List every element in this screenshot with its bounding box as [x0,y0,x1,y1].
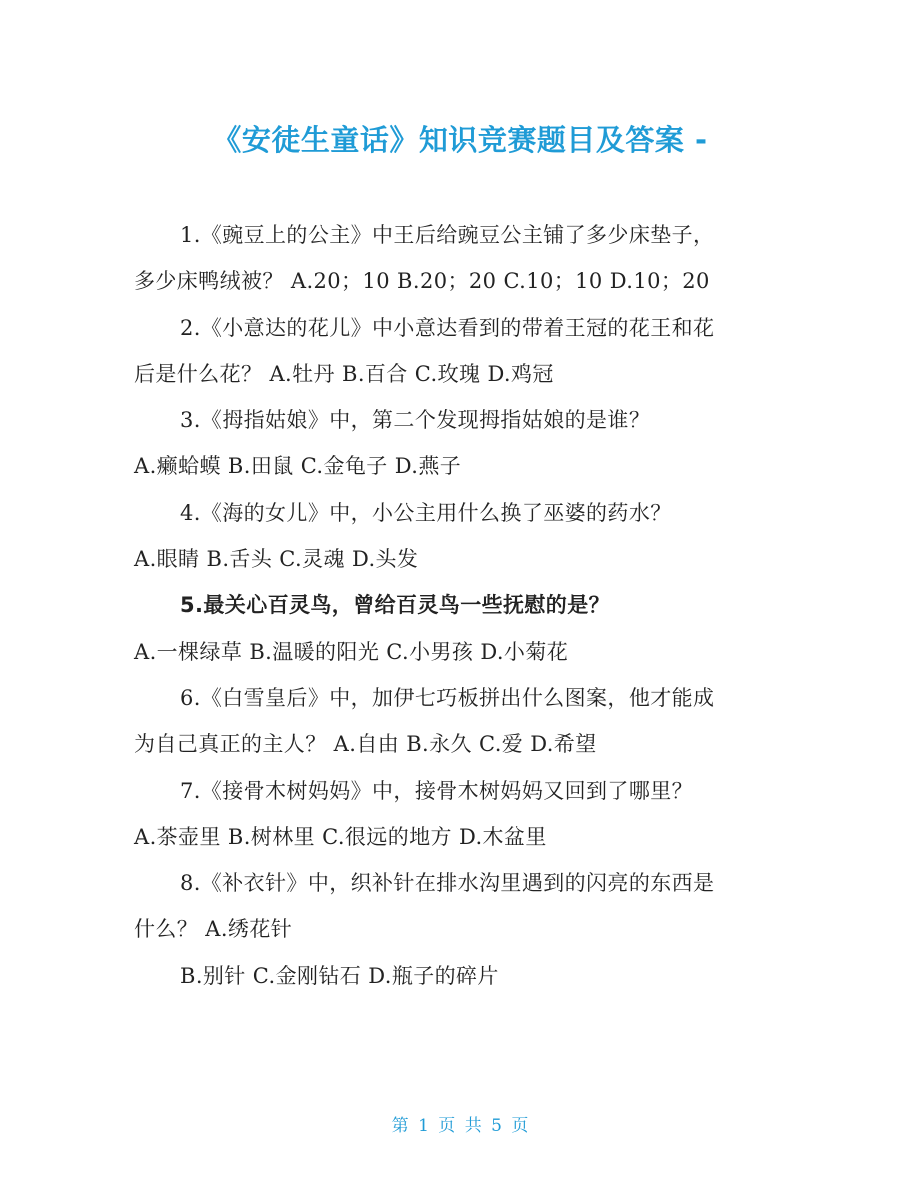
question-line: 2.《小意达的花儿》中小意达看到的带着王冠的花王和花 [180,315,715,340]
question-line: 6.《白雪皇后》中，加伊七巧板拼出什么图案，他才能成 [180,685,715,710]
question-line: B.别针 C.金刚钻石 D.瓶子的碎片 [180,963,499,988]
question-line: 为自己真正的主人？ A.自由 B.永久 C.爱 D.希望 [134,732,597,757]
question-line: 1.《豌豆上的公主》中王后给豌豆公主铺了多少床垫子， [180,223,715,247]
question-line: A.茶壶里 B.树林里 C.很远的地方 D.木盆里 [134,824,547,849]
question-line: 5.最关心百灵鸟，曾给百灵鸟一些抚慰的是？ [180,593,610,618]
question-line: A.眼睛 B.舌头 C.灵魂 D.头发 [134,547,419,572]
document-title: 《安徒生童话》知识竞赛题目及答案 - [212,123,708,157]
question-line: 7.《接骨木树妈妈》中，接骨木树妈妈又回到了哪里？ [180,778,694,803]
question-list [134,212,794,999]
question-line: 3.《拇指姑娘》中，第二个发现拇指姑娘的是谁？ [180,408,651,433]
question-line: A.一棵绿草 B.温暖的阳光 C.小男孩 D.小菊花 [134,639,569,664]
question-line: 多少床鸭绒被？ A.20；10 B.20；20 C.10；10 D.10；20 [134,269,710,294]
page-footer: 第 1 页 共 5 页 [391,1116,529,1136]
question-line: A.癞蛤蟆 B.田鼠 C.金龟子 D.燕子 [134,454,462,479]
question-line: 后是什么花？ A.牡丹 B.百合 C.玫瑰 D.鸡冠 [134,361,554,386]
question-line: 8.《补衣针》中，织补针在排水沟里遇到的闪亮的东西是 [180,871,715,896]
question-line: 什么？ A.绣花针 [134,917,293,942]
question-line: 4.《海的女儿》中，小公主用什么换了巫婆的药水？ [180,500,672,525]
